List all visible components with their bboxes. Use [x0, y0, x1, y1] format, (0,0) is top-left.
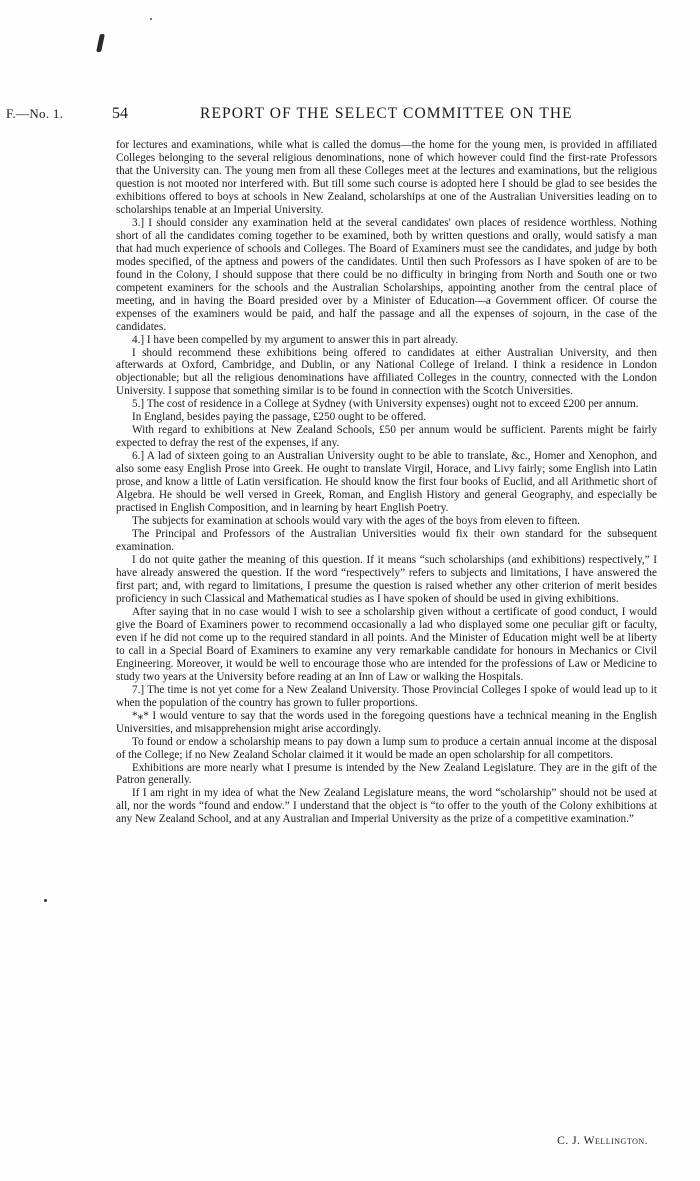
paragraph: 5.] The cost of residence in a College at Sydney (with University expenses) ought not to exceed £200 per annum.: [132, 398, 639, 411]
paragraph: I do not quite gather the meaning of this question. If it means “such scholarships (and exhibitions) respectively,” I have already answered the question. If the word “respectively” refers to subjects and limitations, I have answered the first part; and, with regard to limitations, I presume the question is raised whether any other criterion of merit besides proficiency in such Classical and Mathematical studies as I have spoken of should be used in giving exhibitions.: [116, 554, 657, 605]
paragraph: 3.] I should consider any examination held at the several candidates' own places of residence worthless. Nothing short of all the candidates coming together to be examined, both by written questions and orally, would satisfy a man that had much experience of schools and Colleges. The Board of Examiners must see the candidates, and judge by both modes specified, of the aptness and powers of the candidates. Until then such Professors as I have spoken of are to be found in the Colony, I should suppose that there could be no difficulty in bringing from North and South one or two competent examiners for the schools and the Australian Scholarships, appointing another from the central place of meeting, and in having the Board presided over by a Minister of Education—a Government officer. Of course the expenses of the examiners would be paid, and half the passage and all the expenses of sojourn, in the case of the candidates.: [116, 216, 657, 333]
page-header: [0, 106, 700, 126]
paragraph: The subjects for examination at schools would vary with the ages of the boys from eleven to fifteen.: [132, 515, 580, 528]
paragraph: In England, besides paying the passage, £250 ought to be offered.: [132, 411, 427, 424]
paragraph: 6.] A lad of sixteen going to an Australian University ought to be able to translate, &c., Homer and Xenophon, and also some easy English Prose into Greek. He ought to translate Virgil, Horace, and Livy fairly; some English into Latin prose, and know a little of Latin versification. He should know the first four books of Euclid, and all Arithmetic short of Algebra. He should be well versed in Greek, Roman, and English History and general Geography, and especially be practised in English Composition, and in learning by heart English Poetry.: [116, 450, 657, 515]
paragraph: *⁎* I would venture to say that the words used in the foregoing questions have a technical meaning in the English Universities, and misapprehension might arise accordingly.: [116, 709, 657, 735]
paragraph: With regard to exhibitions at New Zealand Schools, £50 per annum would be sufficient. Parents might be fairly expected to defray the rest of the expenses, if any.: [116, 424, 657, 450]
paragraph: After saying that in no case would I wish to see a scholarship given without a certificate of good conduct, I would give the Board of Examiners power to recommend occasionally a lad who displayed some one peculiar gift or faculty, even if he did not come up to the required standard in all points. And the Minister of Education might well be at liberty to call in a Special Board of Examiners to examine any very remarkable candidate for honours in Mechanics or Civil Engineering. Moreover, it would be well to encourage those who are intended for the professions of Law or Medicine to study two years at the University before reading at an Inn of Law or walking the Hospitals.: [116, 605, 657, 683]
paragraph: 7.] The time is not yet come for a New Zealand University. Those Provincial Colleges I spoke of would lead up to it when the population of the country has grown to fuller proportions.: [116, 683, 657, 709]
page-number: 54: [112, 105, 128, 122]
document-reference: F.—No. 1.: [6, 106, 64, 121]
paragraph: To found or endow a scholarship means to pay down a lump sum to produce a certain annual income at the disposal of the College; if no New Zealand Scholar claimed it it would be made an open scholarship for all competitors.: [116, 735, 657, 761]
running-title: REPORT OF THE SELECT COMMITTEE ON THE: [200, 105, 573, 122]
stray-dot-mark: [150, 18, 152, 20]
body-text: [116, 139, 657, 826]
paragraph: The Principal and Professors of the Australian Universities would fix their own standard for the subsequent examination.: [116, 528, 657, 554]
margin-dot-mark: [44, 899, 47, 902]
ink-mark: [96, 34, 105, 52]
paragraph: for lectures and examinations, while what is called the domus—the home for the young men, is provided in affiliated Colleges belonging to the several religious denominations, none of which however could find the first-rate Professors that the University can. The young men from all these Colleges meet at the lectures and examinations, but the religious question is not mooted nor interfered with. But till some such course is adopted here I should be glad to see besides the exhibitions offered to boys at schools in New Zealand, scholarships at one of the Australian Universities leading on to scholarships tenable at an Imperial University.: [116, 139, 657, 216]
signature: [557, 1135, 648, 1147]
signature-text: C. J. Wellington.: [557, 1135, 648, 1147]
paragraph: Exhibitions are more nearly what I presume is intended by the New Zealand Legislature. They are in the gift of the Patron generally.: [116, 761, 657, 787]
paragraph: 4.] I have been compelled by my argument to answer this in part already.: [132, 333, 459, 346]
paragraph: I should recommend these exhibitions being offered to candidates at either Australian University, and then afterwards at Oxford, Cambridge, and Dublin, or any National College of Ireland. I think a residence in London objectionable; but all the religious denominations have affiliated Colleges in the country, connected with the London University. I suppose that something similar is to be found in connection with the Scotch Universities.: [116, 346, 657, 398]
paragraph: If I am right in my idea of what the New Zealand Legislature means, the word “scholarship” should not be used at all, nor the words “found and endow.” I understand that the object is “to offer to the youth of the Colony exhibitions at any New Zealand School, and at any Australian and Imperial University as the prize of a competitive examination.”: [116, 787, 657, 826]
